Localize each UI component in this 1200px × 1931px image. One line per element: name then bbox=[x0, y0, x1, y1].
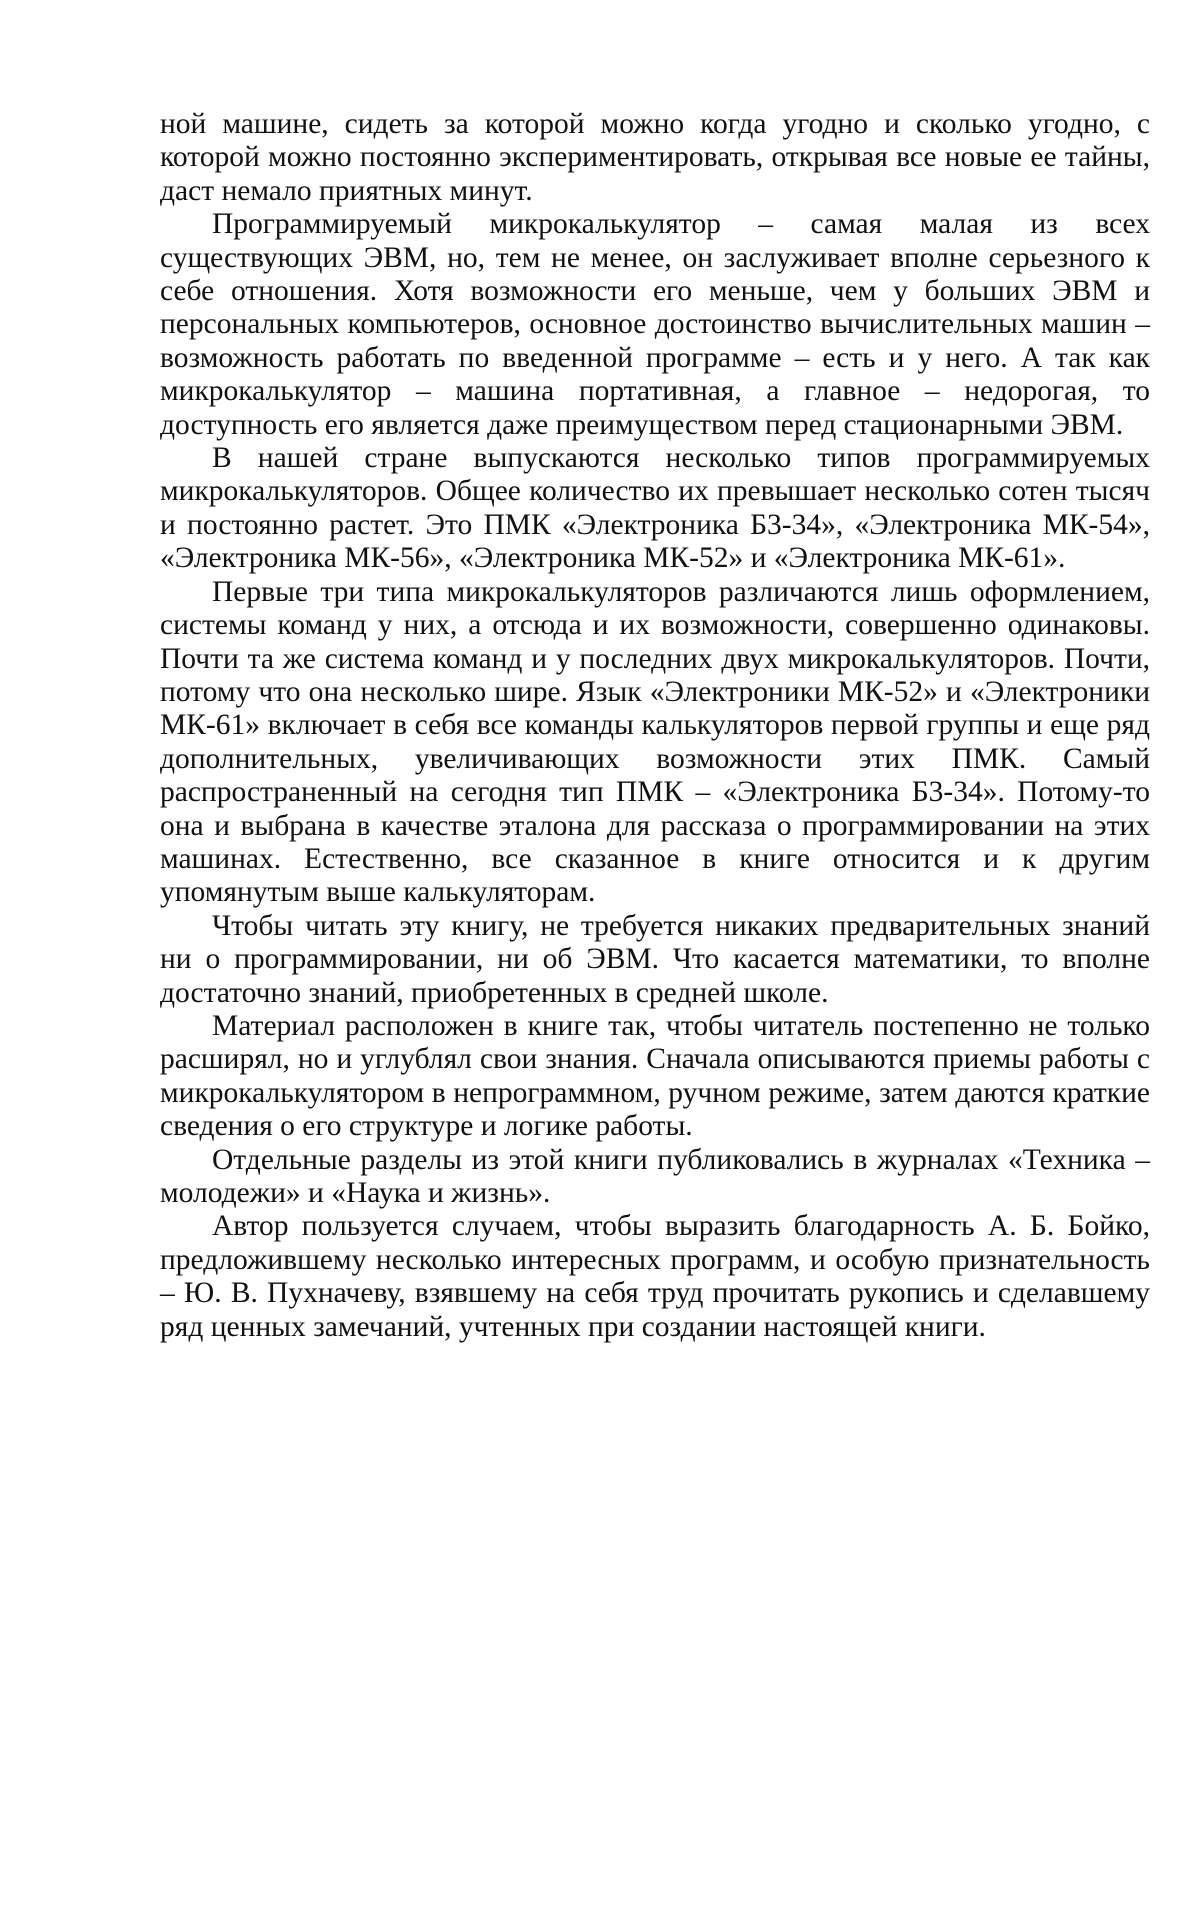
paragraph-continuation: ной машине, сидеть за которой можно когда угодно и сколько угодно, с которой можно постоянно экспериментировать, открывая все новые ее тайны, даст немало приятных минут. bbox=[160, 108, 1150, 207]
paragraph-programmable-calculator: Программируемый микрокалькулятор – самая малая из всех существующих ЭВМ, но, тем не менее, он заслуживает вполне серьезного к себе отношения. Хотя возможности его меньше, чем у больших ЭВМ и персональных компьютеров, основное достоинство вычислительных машин – возможность работать по введенной программе – есть и у него. А так как микрокалькулятор – машина портативная, а главное – недорогая, то доступность его является даже преимуществом перед стационарными ЭВМ. bbox=[160, 208, 1150, 441]
page-body bbox=[160, 108, 1150, 1344]
paragraph-calculator-types: В нашей стране выпускаются несколько типов программируемых микрокалькуляторов. Общее количество их превышает несколько сотен тысяч и постоянно растет. Это ПМК «Электроника Б3-34», «Электроника МК-54», «Электроника МК-56», «Электроника МК-52» и «Электроника МК-61». bbox=[160, 442, 1150, 575]
paragraph-prerequisites: Чтобы читать эту книгу, не требуется никаких предварительных знаний ни о программировании, ни об ЭВМ. Что касается математики, то вполне достаточно знаний, приобретенных в средней школе. bbox=[160, 909, 1150, 1009]
paragraph-material-structure: Материал расположен в книге так, чтобы читатель постепенно не только расширял, но и углублял свои знания. Сначала описываются приемы работы с микрокалькулятором в непрограммном, ручном режиме, затем даются краткие сведения о его структуре и логике работы. bbox=[160, 1009, 1150, 1143]
paragraph-publications: Отдельные разделы из этой книги публиковались в журналах «Техника – молодежи» и «Наука и жизнь». bbox=[160, 1143, 1150, 1209]
paragraph-acknowledgements: Автор пользуется случаем, чтобы выразить благодарность А. Б. Бойко, предложившему несколько интересных программ, и особую признательность – Ю. В. Пухначеву, взявшему на себя труд прочитать рукопись и сделавшему ряд ценных замечаний, учтенных при создании настоящей книги. bbox=[160, 1210, 1150, 1343]
paragraph-command-systems: Первые три типа микрокалькуляторов различаются лишь оформлением, системы команд у них, а отсюда и их возможности, совершенно одинаковы. Почти та же система команд и у последних двух микрокалькуляторов. Почти, потому что она несколько шире. Язык «Электроники МК-52» и «Электроники МК-61» включает в себя все команды калькуляторов первой группы и еще ряд дополнительных, увеличивающих возможности этих ПМК. Самый распространенный на сегодня тип ПМК – «Электроника Б3-34». Потому-то она и выбрана в качестве эталона для рассказа о программировании на этих машинах. Естественно, все сказанное в книге относится и к другим упомянутым выше калькуляторам. bbox=[160, 575, 1150, 909]
